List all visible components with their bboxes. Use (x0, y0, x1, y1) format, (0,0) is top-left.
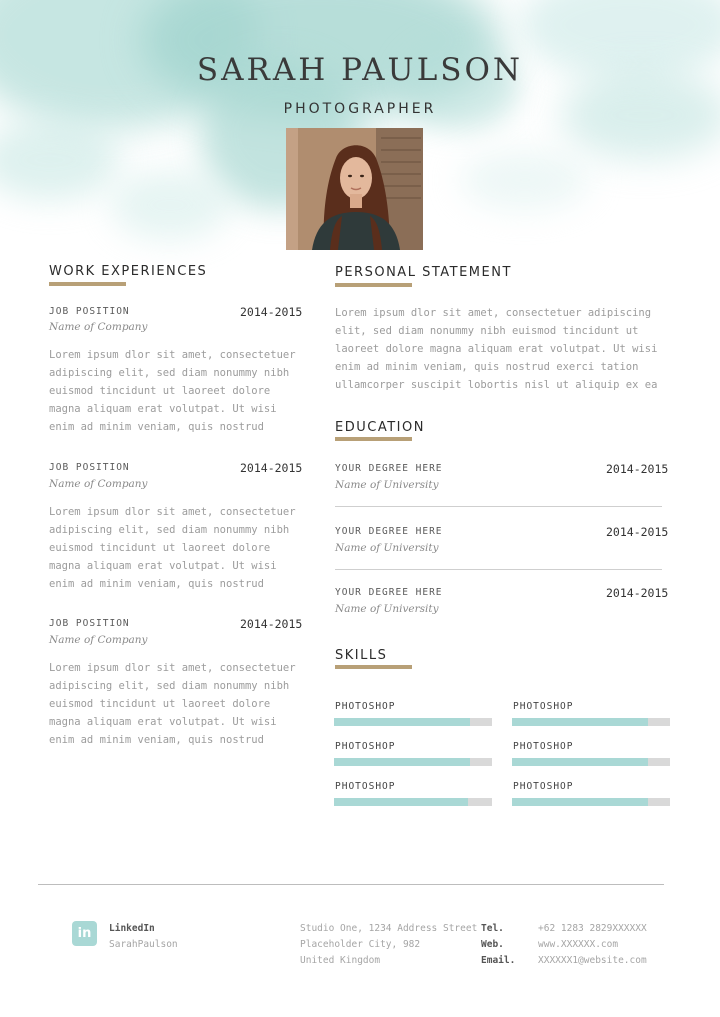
work-heading-underline (49, 282, 126, 286)
skill-bar (334, 798, 492, 806)
skills-heading: SKILLS (335, 648, 388, 663)
skill-bar (512, 758, 670, 766)
job-description: Lorem ipsum dlor sit amet, consectetuer adipiscing elit, sed diam nonummy nibh euismod tincidunt ut laoreet dolore magna aliquam erat volutpat. Ut wisi enim ad minim veniam, quis nostrud (49, 506, 296, 590)
skill-label: PHOTOSHOP (335, 701, 396, 712)
university-name: Name of University (335, 479, 439, 491)
phone-value: +62 1283 2829XXXXXX (538, 923, 647, 934)
contact-label: Email. (481, 955, 516, 966)
university-name: Name of University (335, 603, 439, 615)
work-heading: WORK EXPERIENCES (49, 264, 208, 279)
job-years: 2014-2015 (240, 305, 303, 319)
job-years: 2014-2015 (240, 617, 303, 631)
education-heading-underline (335, 437, 412, 441)
skill-bar (334, 758, 492, 766)
skill-label: PHOTOSHOP (335, 741, 396, 752)
statement-text: Lorem ipsum dlor sit amet, consectetuer adipiscing elit, sed diam nonummy nibh euismod tincidunt ut laoreet dolore magna aliquam erat volutpat. Ut wisi enim ad minim veniam, quis nostrud exerci tation ullamcorper suscipit lobortis nisl ut aliquip ex ea (335, 307, 658, 391)
linkedin-icon[interactable]: in (72, 921, 97, 946)
profile-photo (286, 128, 423, 250)
job-title: PHOTOGRAPHER (283, 101, 437, 117)
education-divider (335, 506, 662, 507)
website-value[interactable]: www.XXXXXX.com (538, 939, 619, 950)
job-position: JOB POSITION (49, 306, 130, 317)
education-heading: EDUCATION (335, 420, 425, 435)
linkedin-label: LinkedIn (109, 923, 155, 934)
skill-label: PHOTOSHOP (513, 781, 574, 792)
job-position: JOB POSITION (49, 462, 130, 473)
company-name: Name of Company (49, 321, 148, 333)
skill-bar-fill (334, 758, 470, 766)
statement-heading-underline (335, 283, 412, 287)
job-position: JOB POSITION (49, 618, 130, 629)
skill-bar (512, 718, 670, 726)
company-name: Name of Company (49, 478, 148, 490)
skill-label: PHOTOSHOP (513, 701, 574, 712)
address-line: United Kingdom (300, 955, 381, 966)
linkedin-handle[interactable]: SarahPaulson (109, 939, 178, 950)
education-years: 2014-2015 (606, 525, 669, 539)
skill-bar-fill (512, 798, 648, 806)
job-years: 2014-2015 (240, 461, 303, 475)
footer-divider (38, 884, 664, 885)
education-divider (335, 569, 662, 570)
skill-bar-fill (512, 718, 648, 726)
university-name: Name of University (335, 542, 439, 554)
skill-bar-fill (334, 798, 468, 806)
skill-bar-fill (334, 718, 470, 726)
skill-label: PHOTOSHOP (513, 741, 574, 752)
job-description: Lorem ipsum dlor sit amet, consectetuer adipiscing elit, sed diam nonummy nibh euismod tincidunt ut laoreet dolore magna aliquam erat volutpat. Ut wisi enim ad minim veniam, quis nostrud (49, 662, 296, 746)
job-description: Lorem ipsum dlor sit amet, consectetuer adipiscing elit, sed diam nonummy nibh euismod tincidunt ut laoreet dolore magna aliquam erat volutpat. Ut wisi enim ad minim veniam, quis nostrud (49, 349, 296, 433)
email-value[interactable]: XXXXXX1@website.com (538, 955, 647, 966)
address-line: Placeholder City, 982 (300, 939, 421, 950)
education-years: 2014-2015 (606, 586, 669, 600)
degree: YOUR DEGREE HERE (335, 463, 443, 474)
degree: YOUR DEGREE HERE (335, 587, 443, 598)
person-name: SARAH PAULSON (196, 52, 524, 88)
skill-bar-fill (512, 758, 648, 766)
skills-heading-underline (335, 665, 412, 669)
skill-bar (334, 718, 492, 726)
education-years: 2014-2015 (606, 462, 669, 476)
statement-heading: PERSONAL STATEMENT (335, 265, 512, 280)
contact-label: Tel. (481, 923, 504, 934)
degree: YOUR DEGREE HERE (335, 526, 443, 537)
contact-label: Web. (481, 939, 504, 950)
address-line: Studio One, 1234 Address Street (300, 923, 478, 934)
skill-label: PHOTOSHOP (335, 781, 396, 792)
company-name: Name of Company (49, 634, 148, 646)
skill-bar (512, 798, 670, 806)
